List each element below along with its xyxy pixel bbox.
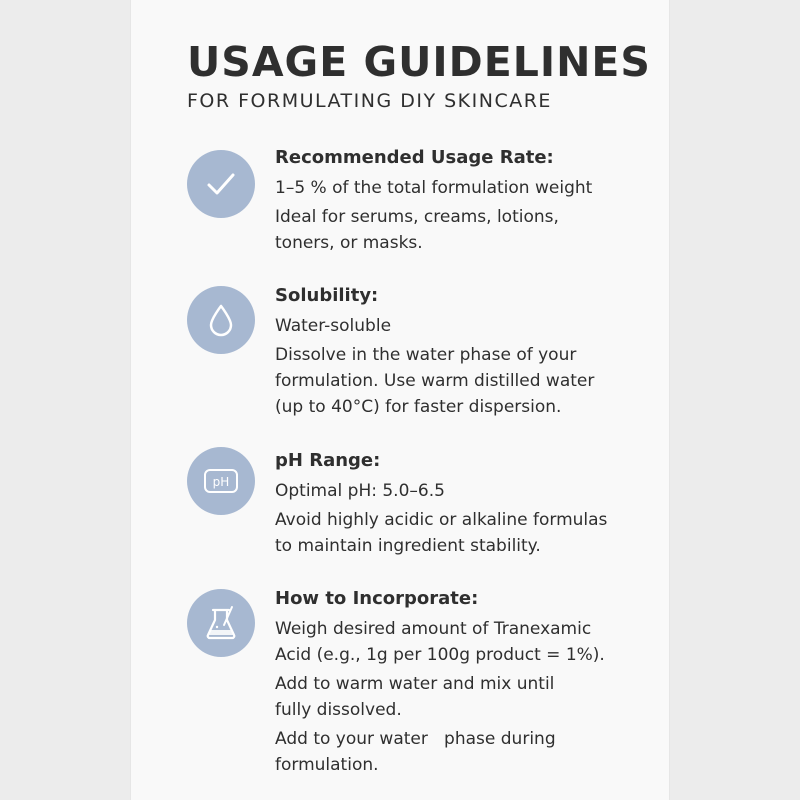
section-heading: Solubility:: [275, 285, 379, 306]
text-line: Weigh desired amount of Tranexamic: [275, 619, 592, 639]
text-line: Dissolve in the water phase of your: [275, 345, 577, 365]
section-paragraph: [275, 616, 655, 668]
section-paragraph: [275, 726, 655, 778]
section-body: [275, 450, 655, 562]
ph-icon-label: pH: [212, 475, 230, 489]
section-heading: pH Range:: [275, 450, 381, 471]
text-line: formulation.: [275, 755, 379, 775]
text-line: toners, or masks.: [275, 233, 423, 253]
page-subtitle: FOR FORMULATING DIY SKINCARE: [187, 90, 552, 112]
text-line: to maintain ingredient stability.: [275, 536, 541, 556]
section-body: [275, 285, 655, 423]
section-paragraph: [275, 507, 655, 559]
section-body: [275, 147, 655, 259]
water-drop-icon: [187, 286, 255, 354]
page-title: USAGE GUIDELINES: [187, 38, 651, 86]
checkmark-icon: [187, 150, 255, 218]
guidelines-card: [131, 0, 669, 800]
section-paragraph: [275, 671, 655, 723]
text-line: Add to warm water and mix until: [275, 674, 555, 694]
text-line: fully dissolved.: [275, 700, 402, 720]
text-line: Ideal for serums, creams, lotions,: [275, 207, 559, 227]
section-heading: Recommended Usage Rate:: [275, 147, 554, 168]
text-line: Add to your water phase during: [275, 729, 556, 749]
text-line: Optimal pH: 5.0–6.5: [275, 481, 445, 501]
text-line: (up to 40°C) for faster dispersion.: [275, 397, 562, 417]
section-paragraph: [275, 342, 655, 420]
text-line: Water-soluble: [275, 316, 392, 336]
section-heading: How to Incorporate:: [275, 588, 479, 609]
text-line: Acid (e.g., 1g per 100g product = 1%).: [275, 645, 605, 665]
section-paragraph: [275, 204, 655, 256]
section-paragraph: [275, 175, 655, 201]
text-line: formulation. Use warm distilled water: [275, 371, 595, 391]
beaker-icon: [187, 589, 255, 657]
ph-icon: [187, 447, 255, 515]
section-paragraph: [275, 478, 655, 504]
text-line: Avoid highly acidic or alkaline formulas: [275, 510, 608, 530]
section-body: [275, 588, 655, 781]
text-line: 1–5 % of the total formulation weight: [275, 178, 593, 198]
section-paragraph: [275, 313, 655, 339]
